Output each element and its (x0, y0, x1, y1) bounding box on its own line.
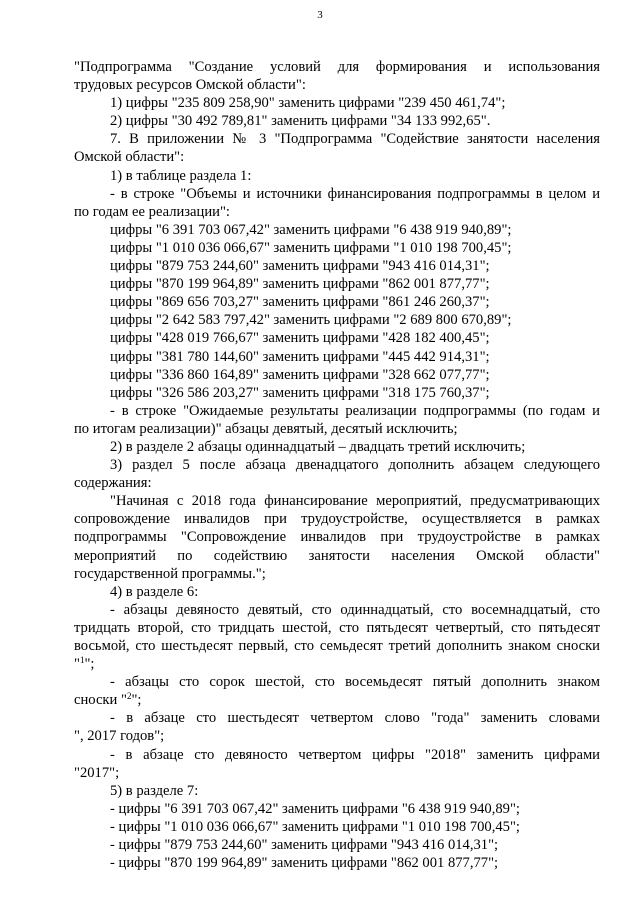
text-line: 1) цифры "235 809 258,90" заменить цифрами "239 450 461,74"; (110, 95, 506, 112)
text-line: - в строке "Ожидаемые результаты реализации подпрограммы (по годам и (110, 402, 600, 419)
text-line: цифры "336 860 164,89" заменить цифрами "328 662 077,77"; (110, 366, 490, 383)
document-body (74, 58, 600, 872)
page-number: 3 (317, 9, 323, 21)
text-line: 4) в разделе 6: (110, 583, 199, 600)
text-line: цифры "1 010 036 066,67" заменить цифрами "1 010 198 700,45"; (110, 239, 512, 256)
text-line: - цифры "879 753 244,60" заменить цифрами "943 416 014,31"; (110, 837, 499, 854)
text-line: Омской области": (74, 149, 185, 166)
text-line: сопровождение инвалидов при трудоустройстве, осуществляется в рамках (74, 511, 600, 528)
text-line (74, 655, 600, 673)
text-line: государственной программы."; (74, 565, 266, 582)
text-line: 3) раздел 5 после абзаца двенадцатого дополнить абзацем следующего (110, 457, 600, 474)
text-line: цифры "869 656 703,27" заменить цифрами "861 246 260,37"; (110, 294, 490, 311)
text-line: цифры "6 391 703 067,42" заменить цифрами "6 438 919 940,89"; (110, 221, 512, 238)
text-line: - цифры "1 010 036 066,67" заменить цифрами "1 010 198 700,45"; (110, 818, 520, 835)
text-line: - цифры "6 391 703 067,42" заменить цифрами "6 438 919 940,89"; (110, 800, 520, 817)
text-line: - в абзаце сто шестьдесят четвертом слово "года" заменить словами (110, 710, 600, 727)
text-line: "2017"; (74, 764, 120, 781)
text-line: - цифры "870 199 964,89" заменить цифрами "862 001 877,77"; (110, 855, 499, 872)
text-line: - абзацы девяносто девятый, сто одиннадцатый, сто восемнадцатый, сто (110, 601, 600, 618)
text-line: - в строке "Объемы и источники финансирования подпрограммы в целом и (110, 185, 600, 202)
text-line: "Начиная с 2018 года финансирование мероприятий, предусматривающих (110, 493, 600, 510)
text-line: - в абзаце сто девяносто четвертом цифры "2018" заменить цифрами (110, 746, 600, 763)
text-line: цифры "870 199 964,89" заменить цифрами "862 001 877,77"; (110, 276, 490, 293)
text-line: по годам ее реализации": (74, 203, 230, 220)
text-line: восьмой, сто шестьдесят первый, сто семьдесят третий дополнить знаком сноски (74, 638, 600, 654)
text-line: цифры "2 642 583 797,42" заменить цифрами "2 689 800 670,89"; (110, 312, 512, 329)
text-fragment: " (74, 656, 80, 673)
text-line: 5) в разделе 7: (110, 782, 199, 799)
text-line: по итогам реализации)" абзацы девятый, десятый исключить; (74, 420, 458, 437)
text-fragment: сноски " (74, 692, 127, 709)
text-line (74, 691, 600, 709)
footnote-marker: 2 (126, 691, 132, 702)
text-fragment: "; (84, 656, 95, 673)
text-line: 7. В приложении № 3 "Подпрограмма "Содействие занятости населения (110, 131, 600, 148)
text-line: содержания: (74, 475, 152, 492)
text-line: 1) в таблице раздела 1: (110, 167, 252, 184)
text-line: "Подпрограмма "Создание условий для формирования и использования (74, 59, 600, 75)
text-line: трудовых ресурсов Омской области": (74, 77, 306, 94)
footnote-marker: 1 (79, 655, 85, 666)
text-line: 2) цифры "30 492 789,81" заменить цифрами "34 133 992,65". (110, 113, 491, 130)
text-line: подпрограммы "Сопровождение инвалидов при трудоустройстве в рамках (74, 529, 600, 546)
text-line: цифры "879 753 244,60" заменить цифрами "943 416 014,31"; (110, 258, 490, 275)
text-line: мероприятий по содействию занятости населения Омской области" (74, 547, 600, 564)
text-fragment: "; (131, 692, 142, 709)
text-line: - абзацы сто сорок шестой, сто восемьдесят пятый дополнить знаком (110, 674, 600, 691)
text-line: ", 2017 годов"; (74, 728, 165, 745)
text-line: цифры "326 586 203,27" заменить цифрами "318 175 760,37"; (110, 384, 490, 401)
text-line: 2) в разделе 2 абзацы одиннадцатый – двадцать третий исключить; (110, 438, 526, 455)
text-line: цифры "428 019 766,67" заменить цифрами "428 182 400,45"; (110, 330, 490, 347)
text-line: тридцать второй, сто тридцать шестой, сто пятьдесят четвертый, сто пятьдесят (74, 619, 600, 636)
text-line: цифры "381 780 144,60" заменить цифрами "445 442 914,31"; (110, 348, 490, 365)
